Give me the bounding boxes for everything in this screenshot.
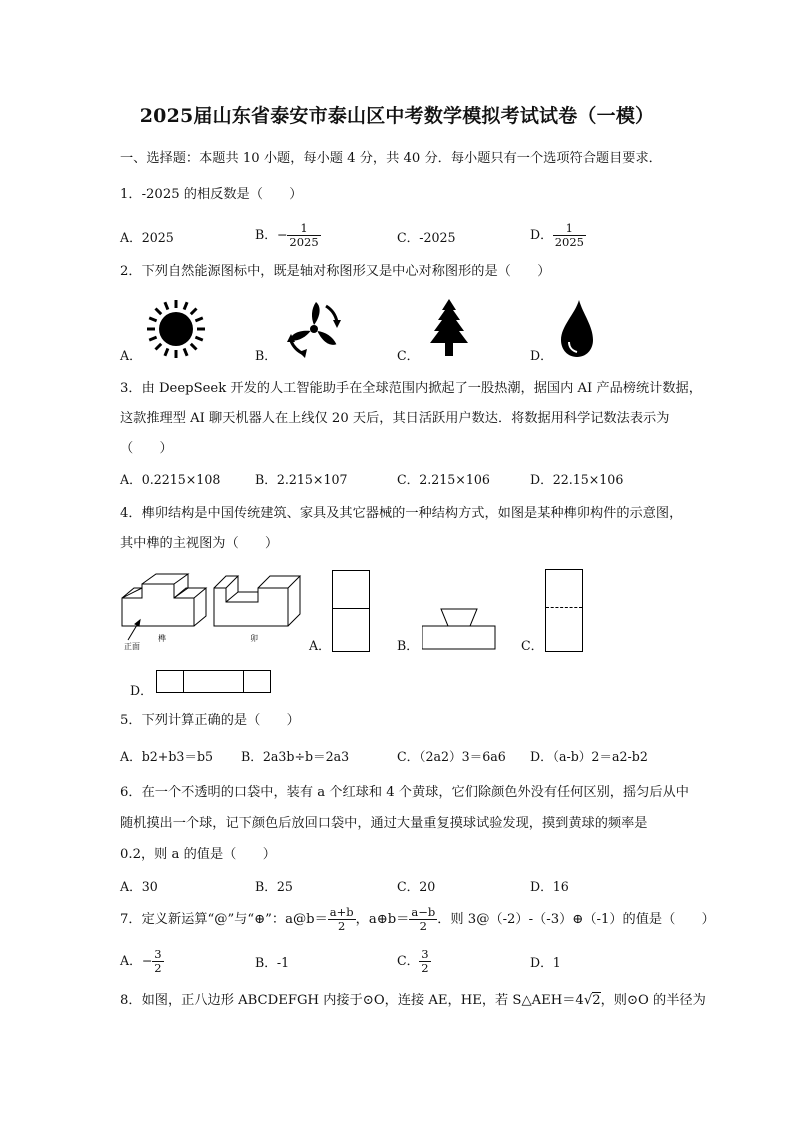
q5-stem: 5．下列计算正确的是（ ）: [120, 713, 300, 728]
q4-option-a-divider: [333, 608, 369, 609]
q6-line3: 0.2，则 a 的值是（ ）: [120, 847, 276, 862]
q1-option-a: A．2025: [120, 230, 174, 245]
q6-option-a: A．30: [120, 879, 158, 894]
q7-option-d: D．1: [530, 955, 561, 970]
q4-option-d-label: D．: [130, 683, 153, 698]
q3-line1: 3．由 DeepSeek 开发的人工智能助手在全球范围内掀起了一股热潮，据国内 AI 产品榜统计数据，: [120, 381, 702, 396]
q4-option-b-label: B．: [397, 638, 419, 653]
q5-option-a: A．b2+b3＝b5: [120, 749, 214, 764]
q3-option-b: B．2.215×107: [255, 472, 348, 487]
q4-option-d-divider-right: [243, 671, 244, 692]
q6-option-b: B．25: [255, 879, 293, 894]
q3-option-d: D．22.15×106: [530, 472, 624, 487]
q7-option-b: B．-1: [255, 955, 290, 970]
q4-option-a-label: A．: [309, 638, 331, 653]
q4-option-c-label: C．: [521, 638, 544, 653]
q5-option-b: B．2a3b÷b＝2a3: [241, 749, 350, 764]
section-heading: 一、选择题：本题共 10 小题，每小题 4 分，共 40 分．每小题只有一个选项符合题目要求．: [120, 151, 662, 166]
page-title: 2025届山东省泰安市泰山区中考数学模拟考试试卷（一模）: [139, 105, 655, 127]
q6-option-d: D．16: [530, 879, 569, 894]
q3-option-c: C．2.215×106: [397, 472, 490, 487]
sun-icon: [145, 298, 207, 360]
q2-stem: 2．下列自然能源图标中，既是轴对称图形又是中心对称图形的是（ ）: [120, 264, 551, 279]
wind-turbine-icon: [279, 298, 349, 360]
q4-option-c-hidden-line: [546, 607, 582, 608]
q2-option-a-label: A．: [120, 348, 142, 363]
q3-line3: （ ）: [120, 441, 173, 456]
q5-option-c: C．（2a2）3＝6a6: [397, 749, 506, 764]
q2-option-d-label: D．: [530, 348, 553, 363]
tenon-mortise-figure: [118, 568, 308, 652]
q2-option-c-label: C．: [397, 348, 420, 363]
q1-option-d: D． $\frac{1}{2025}$: [530, 221, 584, 249]
q7-option-c: C． $\frac{3}{2}$: [397, 947, 429, 975]
sqrt-symbol: √2: [583, 993, 601, 1008]
q5-option-d: D．（a-b）2＝a2-b2: [530, 749, 648, 764]
q3-line2: 这款推理型 AI 聊天机器人在上线仅 20 天后，其日活跃用户数达．将数据用科学记数法表示为: [120, 411, 670, 426]
q4-option-a-figure: [332, 570, 370, 652]
q6-option-c: C．20: [397, 879, 436, 894]
q1-option-b: B．− $\frac{1}{2025}$: [255, 221, 319, 249]
q4-line1: 4．榫卯结构是中国传统建筑、家具及其它器械的一种结构方式，如图是某种榫卯构件的示意图，: [120, 506, 683, 521]
q4-option-d-figure: [156, 670, 271, 693]
tree-icon: [422, 298, 476, 360]
front-label: 正面: [124, 642, 140, 651]
q1-stem: 1．-2025 的相反数是（ ）: [120, 187, 303, 202]
q7-stem: 7．定义新运算“@”与“⊕”：a@b＝ $\frac{a+b}{2}$ ，a⊕b＝ $\frac{a-b}{2}$ ．则 3@（-2）-（-3）⊕（-1）的值是（ ）: [120, 905, 715, 933]
tenon-label: 榫: [158, 634, 166, 643]
mortise-label: 卯: [250, 634, 258, 643]
q8-stem: 8．如图，正八边形 ABCDEFGH 内接于⊙O，连接 AE，HE，若 S△AEH＝4√2，则⊙O 的半径为: [120, 993, 706, 1008]
q3-option-a: A．0.2215×108: [120, 472, 221, 487]
q4-option-d-divider-left: [183, 671, 184, 692]
q2-option-b-label: B．: [255, 348, 277, 363]
q4-option-b-figure: [422, 608, 496, 650]
q6-line1: 6．在一个不透明的口袋中，装有 a 个红球和 4 个黄球，它们除颜色外没有任何区别，摇匀后从中: [120, 785, 689, 800]
q4-line2: 其中榫的主视图为（ ）: [120, 536, 279, 551]
q4-option-c-figure: [545, 569, 583, 652]
q6-line2: 随机摸出一个球，记下颜色后放回口袋中，通过大量重复摸球试验发现，摸到黄球的频率是: [120, 816, 648, 831]
q1-option-c: C．-2025: [397, 230, 456, 245]
q7-option-a: A．− $\frac{3}{2}$: [120, 947, 162, 975]
water-drop-icon: [555, 298, 599, 360]
